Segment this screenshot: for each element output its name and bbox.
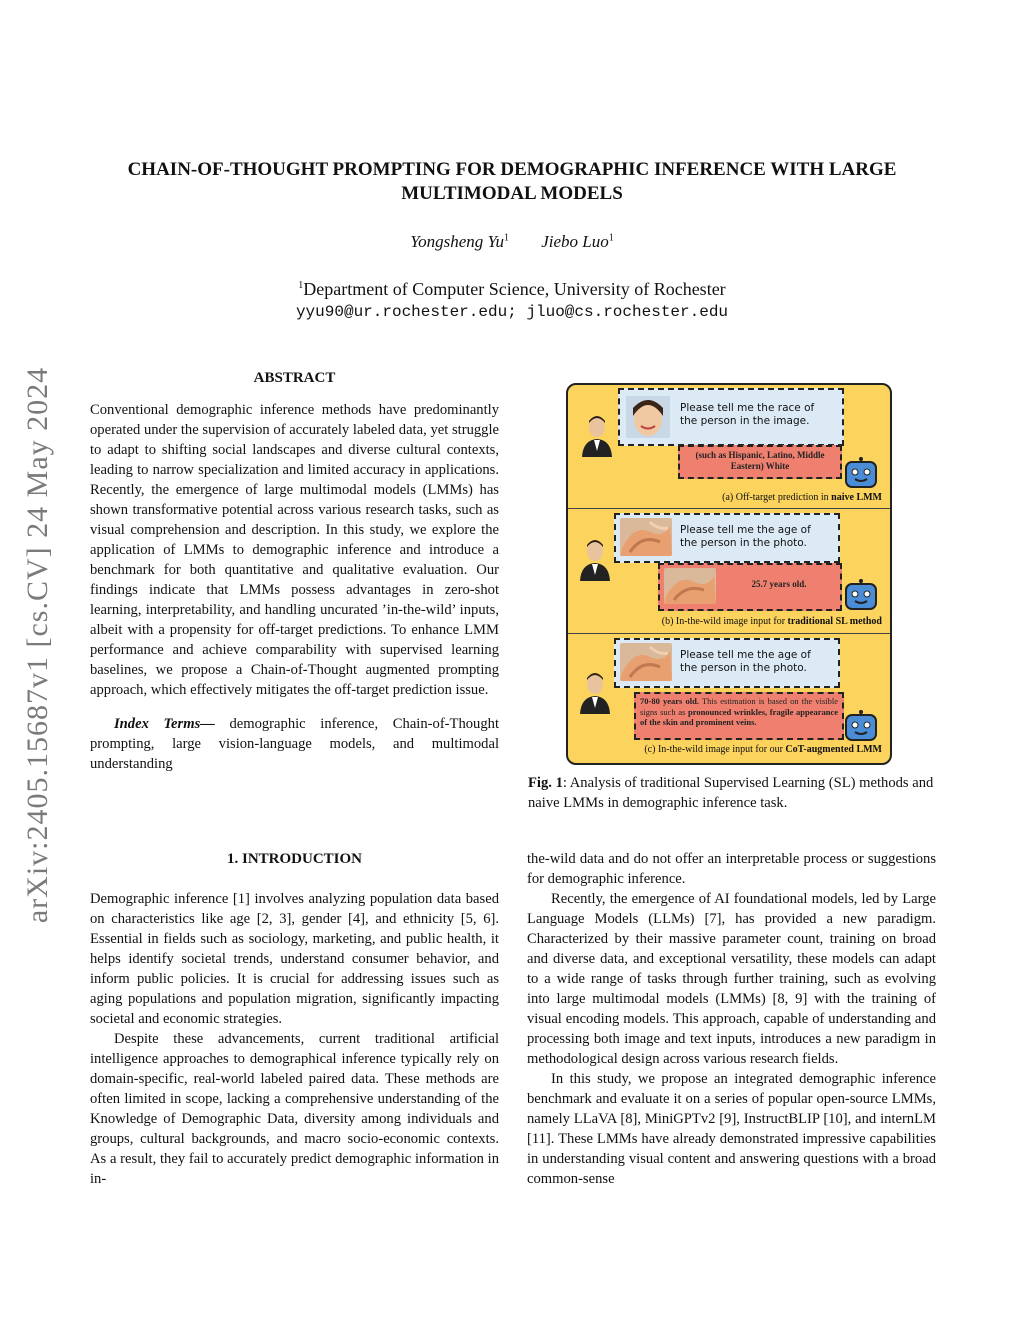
- hands-photo: [620, 518, 672, 556]
- author-emails: yyu90@ur.rochester.edu; jluo@cs.rochester.edu: [295, 303, 729, 321]
- person-icon: [578, 537, 612, 581]
- abstract-text: Conventional demographic inference methods have predominantly operated under the supervision of accurately labeled data, yet struggle to adapt to shifting social landscapes and diverse cultural contexts, leading to narrow specialization and limited accuracy in applications. Recently, the emergence of large multimodal models (LMMs) has shown transformative potential across various research tasks, such as visual comprehension and description. In this study, we explore the application of LMMs to demographic inference and introduce a benchmark for both quantitative and qualitative evaluation. Our findings indicate that LMMs possess advantages in zero-shot learning, interpretability, and handling uncurated ’in-the-wild’ inputs, albeit with a propensity for off-target predictions. To enhance LMM performance and achieve comparability with supervised learning baselines, we propose a Chain-of-Thought augmented prompting approach, which effectively mitigates the off-target prediction issue.: [90, 402, 499, 698]
- answer-text: 25.7 years old.: [751, 579, 807, 589]
- figure-panel-a: [568, 385, 890, 509]
- figure-panel-b: [568, 509, 890, 633]
- authors: [90, 232, 934, 252]
- question-text: Please tell me the age of the person in the photo.: [680, 524, 811, 549]
- hands-photo: [664, 568, 716, 604]
- arxiv-id: arXiv:2405.15687v1 [cs.CV] 24 May 2024: [21, 366, 54, 924]
- answer-bubble: [658, 563, 842, 611]
- author-1: Yongsheng Yu$^1$: [410, 232, 509, 251]
- intro-paragraph-2: Despite these advancements, current traditional artificial intelligence approaches to demographical inference typically rely on domain-specific, real-world labeled paired data. These methods are often limited in scope, lacking a comprehensive understanding of the Knowledge of Demographic Data, diversity among individuals and groups, cultural backgrounds, and macro socio-economic contexts. As a result, they fail to accurately predict demographic information in in-: [90, 1031, 499, 1187]
- abstract-heading: ABSTRACT: [253, 370, 336, 386]
- robot-icon: [844, 579, 878, 611]
- right-column-text: [527, 849, 936, 1189]
- robot-icon: [844, 457, 878, 489]
- figure-caption: Fig. 1: Analysis of traditional Supervised Learning (SL) methods and naive LMMs in demographic inference task.: [528, 775, 934, 811]
- arxiv-stamp: [8, 340, 68, 950]
- question-bubble: [614, 638, 840, 688]
- hands-photo: [620, 643, 672, 681]
- question-text: Please tell me the race of the person in the image.: [680, 402, 815, 427]
- robot-icon: [844, 710, 878, 742]
- figure-panel-c: [568, 634, 890, 762]
- intro-paragraph-1: Demographic inference [1] involves analyzing population data based on characteristics like age [2, 3], gender [4], and ethnicity [5, 6]. Essential in fields such as sociology, marketing, and public health, it helps identify societal trends, understand consumer behavior, and inform public policies. It is crucial for addressing issues such as aging populations and population migration, significantly impacting societal and economic strategies.: [90, 891, 499, 1027]
- index-terms: Index Terms— demographic inference, Chain-of-Thought prompting, large vision-language models, and multimodal understanding: [90, 716, 499, 772]
- answer-text: 70-80 years old. This estimation is based on the visible signs such as pronounced wrinkles, fragile appearance of the skin and prominent veins.: [640, 696, 839, 727]
- abstract-section: [90, 368, 499, 774]
- title-line-2: MULTIMODAL MODELS: [401, 183, 623, 204]
- title-line-1: CHAIN-OF-THOUGHT PROMPTING FOR DEMOGRAPHIC INFERENCE WITH LARGE: [127, 159, 897, 180]
- question-bubble: [618, 388, 844, 446]
- question-bubble: [614, 513, 840, 563]
- answer-text: (such as Hispanic, Latino, Middle Eastern) White: [695, 450, 825, 471]
- author-2: Jiebo Luo$^1$: [541, 232, 614, 251]
- answer-bubble: [634, 692, 844, 740]
- index-terms-label: Index Terms—: [114, 716, 215, 732]
- right-paragraph-1: Recently, the emergence of AI foundational models, led by Large Language Models (LLMs) [7], has provided a new paradigm. Characterized by their massive parameter count, training on broad and diverse data, and exceptional versatility, these models can adapt to a wide range of tasks through further training, such as evolving into large multimodal models (LMMs) [8, 9] with the training of visual encoding models. This approach, capable of understanding and processing both image and text inputs, introduces a new paradigm in methodological design across various research fields.: [527, 891, 936, 1067]
- person-icon: [578, 670, 612, 714]
- right-paragraph-2: In this study, we propose an integrated demographic inference benchmark and evaluate it on a series of popular open-source LMMs, namely LLaVA [8], MiniGPTv2 [9], InstructBLIP [10], and internLM [11]. These LMMs have already demonstrated impressive capabilities in understanding visual content and answering questions with a broad common-sense: [527, 1071, 936, 1187]
- introduction-section: [90, 849, 499, 1189]
- affiliation: $^1$Department of Computer Science, University of Rochester: [298, 279, 726, 299]
- figure-1: [566, 383, 892, 765]
- panel-a-caption: (a) Off-target prediction in naive LMM: [722, 492, 882, 503]
- intro-heading: 1. INTRODUCTION: [226, 851, 362, 867]
- panel-c-caption: (c) In-the-wild image input for our CoT-augmented LMM: [644, 744, 882, 755]
- face-photo: [626, 396, 670, 438]
- paper-title: [90, 158, 934, 206]
- right-paragraph-0: the-wild data and do not offer an interpretable process or suggestions for demographic inference.: [527, 851, 936, 887]
- figure-caption-label: Fig. 1: [528, 775, 563, 791]
- question-text: Please tell me the age of the person in the photo.: [680, 649, 811, 674]
- answer-bubble: [678, 445, 842, 479]
- panel-b-caption: (b) In-the-wild image input for traditional SL method: [661, 616, 882, 627]
- person-icon: [580, 413, 614, 457]
